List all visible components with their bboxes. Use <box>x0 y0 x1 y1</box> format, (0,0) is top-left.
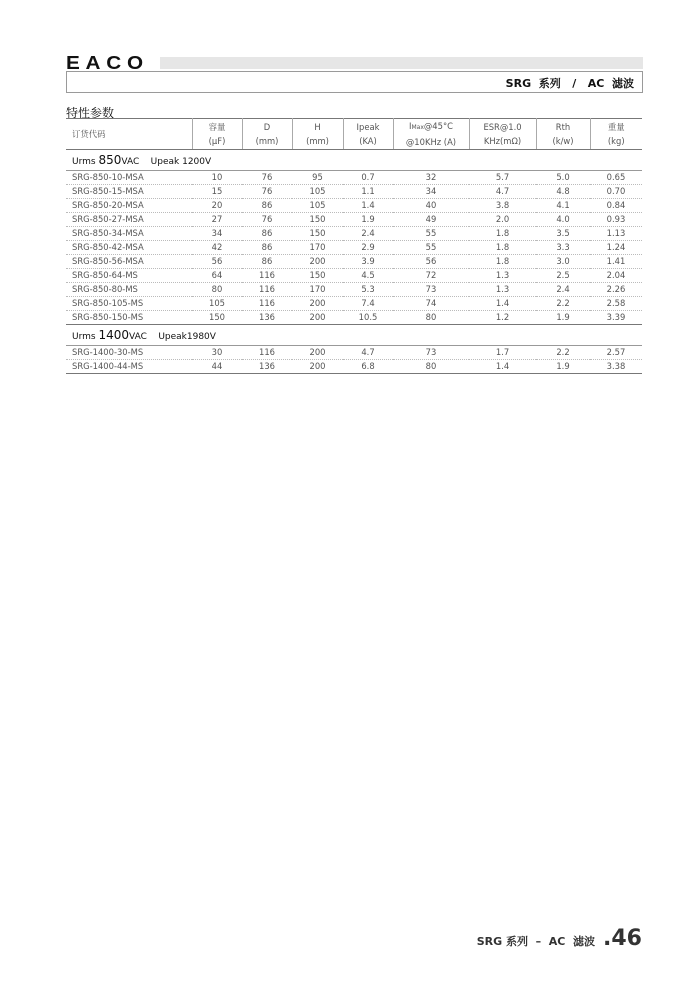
page-number: .46 <box>603 926 642 951</box>
cell-ipeak: 4.7 <box>343 346 393 360</box>
cell-order-code: SRG-850-105-MS <box>66 297 192 311</box>
cell-height: 170 <box>292 283 343 297</box>
cell-rth: 2.5 <box>536 269 590 283</box>
col-header-ipeak: Ipeak (KA) <box>343 119 393 150</box>
cell-weight: 3.38 <box>590 360 642 374</box>
cell-order-code: SRG-1400-44-MS <box>66 360 192 374</box>
group-header-row <box>66 150 642 171</box>
logo-divider-bar <box>160 57 643 69</box>
cell-rth: 3.3 <box>536 241 590 255</box>
cell-diameter: 86 <box>242 227 292 241</box>
cell-rth: 4.8 <box>536 185 590 199</box>
col-header-diameter: D (mm) <box>242 119 292 150</box>
table-row <box>66 171 642 185</box>
cell-imax: 73 <box>393 346 469 360</box>
table-row <box>66 213 642 227</box>
cell-order-code: SRG-1400-30-MS <box>66 346 192 360</box>
cell-weight: 1.41 <box>590 255 642 269</box>
cell-order-code: SRG-850-80-MS <box>66 283 192 297</box>
table-row <box>66 269 642 283</box>
cell-order-code: SRG-850-56-MSA <box>66 255 192 269</box>
cell-ipeak: 2.4 <box>343 227 393 241</box>
cell-weight: 2.04 <box>590 269 642 283</box>
cell-imax: 72 <box>393 269 469 283</box>
eaco-logo: EACO <box>66 53 149 73</box>
cell-esr: 1.8 <box>469 241 536 255</box>
cell-order-code: SRG-850-27-MSA <box>66 213 192 227</box>
footer-title: SRG 系列 – AC 滤波 <box>476 935 596 948</box>
cell-imax: 80 <box>393 360 469 374</box>
cell-weight: 0.65 <box>590 171 642 185</box>
cell-ipeak: 6.8 <box>343 360 393 374</box>
page-footer <box>477 926 642 951</box>
cell-order-code: SRG-850-10-MSA <box>66 171 192 185</box>
cell-ipeak: 0.7 <box>343 171 393 185</box>
col-header-capacitance: 容量 (μF) <box>192 119 242 150</box>
urms-unit: VAC <box>129 332 147 342</box>
cell-capacitance: 20 <box>192 199 242 213</box>
cell-height: 150 <box>292 269 343 283</box>
cell-weight: 0.84 <box>590 199 642 213</box>
cell-diameter: 116 <box>242 346 292 360</box>
cell-order-code: SRG-850-42-MSA <box>66 241 192 255</box>
cell-ipeak: 7.4 <box>343 297 393 311</box>
cell-rth: 2.2 <box>536 346 590 360</box>
cell-height: 150 <box>292 227 343 241</box>
cell-imax: 55 <box>393 241 469 255</box>
cell-height: 200 <box>292 255 343 269</box>
table-row <box>66 283 642 297</box>
table-row <box>66 346 642 360</box>
page-header <box>66 71 643 93</box>
cell-height: 95 <box>292 171 343 185</box>
cell-weight: 0.93 <box>590 213 642 227</box>
cell-diameter: 76 <box>242 171 292 185</box>
cell-height: 150 <box>292 213 343 227</box>
urms-label: Urms <box>72 332 99 342</box>
cell-ipeak: 1.4 <box>343 199 393 213</box>
cell-imax: 32 <box>393 171 469 185</box>
cell-diameter: 116 <box>242 297 292 311</box>
cell-capacitance: 30 <box>192 346 242 360</box>
table-row <box>66 255 642 269</box>
cell-capacitance: 10 <box>192 171 242 185</box>
cell-weight: 1.24 <box>590 241 642 255</box>
col-header-height: H (mm) <box>292 119 343 150</box>
cell-capacitance: 150 <box>192 311 242 325</box>
cell-diameter: 76 <box>242 213 292 227</box>
cell-weight: 1.13 <box>590 227 642 241</box>
cell-imax: 34 <box>393 185 469 199</box>
cell-capacitance: 64 <box>192 269 242 283</box>
cell-diameter: 136 <box>242 311 292 325</box>
cell-imax: 74 <box>393 297 469 311</box>
table-row <box>66 311 642 325</box>
cell-diameter: 136 <box>242 360 292 374</box>
cell-esr: 5.7 <box>469 171 536 185</box>
cell-height: 200 <box>292 297 343 311</box>
cell-esr: 4.7 <box>469 185 536 199</box>
urms-label: Urms <box>72 157 99 167</box>
cell-esr: 1.4 <box>469 360 536 374</box>
cell-diameter: 86 <box>242 241 292 255</box>
table-row <box>66 241 642 255</box>
cell-diameter: 116 <box>242 283 292 297</box>
cell-esr: 1.8 <box>469 227 536 241</box>
cell-capacitance: 105 <box>192 297 242 311</box>
cell-order-code: SRG-850-34-MSA <box>66 227 192 241</box>
group-header-row <box>66 325 642 346</box>
cell-weight: 2.58 <box>590 297 642 311</box>
cell-esr: 1.3 <box>469 269 536 283</box>
col-header-rth: Rth (k/w) <box>536 119 590 150</box>
cell-imax: 80 <box>393 311 469 325</box>
cell-height: 200 <box>292 360 343 374</box>
cell-order-code: SRG-850-15-MSA <box>66 185 192 199</box>
cell-imax: 49 <box>393 213 469 227</box>
cell-height: 200 <box>292 311 343 325</box>
table-row <box>66 199 642 213</box>
cell-order-code: SRG-850-20-MSA <box>66 199 192 213</box>
cell-rth: 3.0 <box>536 255 590 269</box>
cell-capacitance: 44 <box>192 360 242 374</box>
col-header-imax: IMax@45°C @10KHz (A) <box>393 119 469 150</box>
cell-imax: 40 <box>393 199 469 213</box>
cell-rth: 1.9 <box>536 311 590 325</box>
col-header-order-code: 订货代码 <box>66 119 192 150</box>
urms-value: 850 <box>98 153 122 167</box>
col-header-esr: ESR@1.0 KHz(mΩ) <box>469 119 536 150</box>
cell-esr: 1.4 <box>469 297 536 311</box>
cell-capacitance: 27 <box>192 213 242 227</box>
cell-weight: 2.57 <box>590 346 642 360</box>
table-row <box>66 227 642 241</box>
table-header-row <box>66 119 642 150</box>
cell-rth: 4.0 <box>536 213 590 227</box>
cell-ipeak: 4.5 <box>343 269 393 283</box>
cell-ipeak: 1.1 <box>343 185 393 199</box>
table-row <box>66 297 642 311</box>
cell-esr: 2.0 <box>469 213 536 227</box>
cell-rth: 3.5 <box>536 227 590 241</box>
cell-capacitance: 42 <box>192 241 242 255</box>
cell-height: 200 <box>292 346 343 360</box>
spec-table <box>66 118 642 374</box>
cell-rth: 2.4 <box>536 283 590 297</box>
page-header-title: SRG 系列 / AC 滤波 <box>505 77 634 90</box>
cell-diameter: 86 <box>242 255 292 269</box>
cell-rth: 2.2 <box>536 297 590 311</box>
cell-order-code: SRG-850-150-MS <box>66 311 192 325</box>
cell-esr: 1.8 <box>469 255 536 269</box>
cell-ipeak: 1.9 <box>343 213 393 227</box>
cell-diameter: 86 <box>242 199 292 213</box>
cell-height: 105 <box>292 199 343 213</box>
cell-ipeak: 5.3 <box>343 283 393 297</box>
urms-value: 1400 <box>98 328 129 342</box>
urms-unit: VAC <box>121 157 140 167</box>
cell-esr: 3.8 <box>469 199 536 213</box>
cell-rth: 1.9 <box>536 360 590 374</box>
upeak-label: Upeak 1200V <box>139 157 212 167</box>
cell-ipeak: 3.9 <box>343 255 393 269</box>
cell-imax: 73 <box>393 283 469 297</box>
cell-height: 105 <box>292 185 343 199</box>
cell-capacitance: 15 <box>192 185 242 199</box>
cell-weight: 3.39 <box>590 311 642 325</box>
cell-diameter: 76 <box>242 185 292 199</box>
cell-rth: 5.0 <box>536 171 590 185</box>
table-body <box>66 150 642 374</box>
table-row <box>66 360 642 374</box>
cell-height: 170 <box>292 241 343 255</box>
cell-diameter: 116 <box>242 269 292 283</box>
cell-imax: 56 <box>393 255 469 269</box>
cell-capacitance: 56 <box>192 255 242 269</box>
cell-weight: 0.70 <box>590 185 642 199</box>
cell-weight: 2.26 <box>590 283 642 297</box>
cell-capacitance: 80 <box>192 283 242 297</box>
cell-order-code: SRG-850-64-MS <box>66 269 192 283</box>
cell-esr: 1.3 <box>469 283 536 297</box>
cell-esr: 1.7 <box>469 346 536 360</box>
group-header <box>66 150 642 171</box>
group-header <box>66 325 642 346</box>
upeak-label: Upeak1980V <box>146 332 216 342</box>
col-header-weight: 重量 (kg) <box>590 119 642 150</box>
cell-ipeak: 2.9 <box>343 241 393 255</box>
cell-ipeak: 10.5 <box>343 311 393 325</box>
cell-imax: 55 <box>393 227 469 241</box>
section-title: 特性参数 <box>66 106 115 120</box>
cell-rth: 4.1 <box>536 199 590 213</box>
cell-capacitance: 34 <box>192 227 242 241</box>
table-row <box>66 185 642 199</box>
cell-esr: 1.2 <box>469 311 536 325</box>
